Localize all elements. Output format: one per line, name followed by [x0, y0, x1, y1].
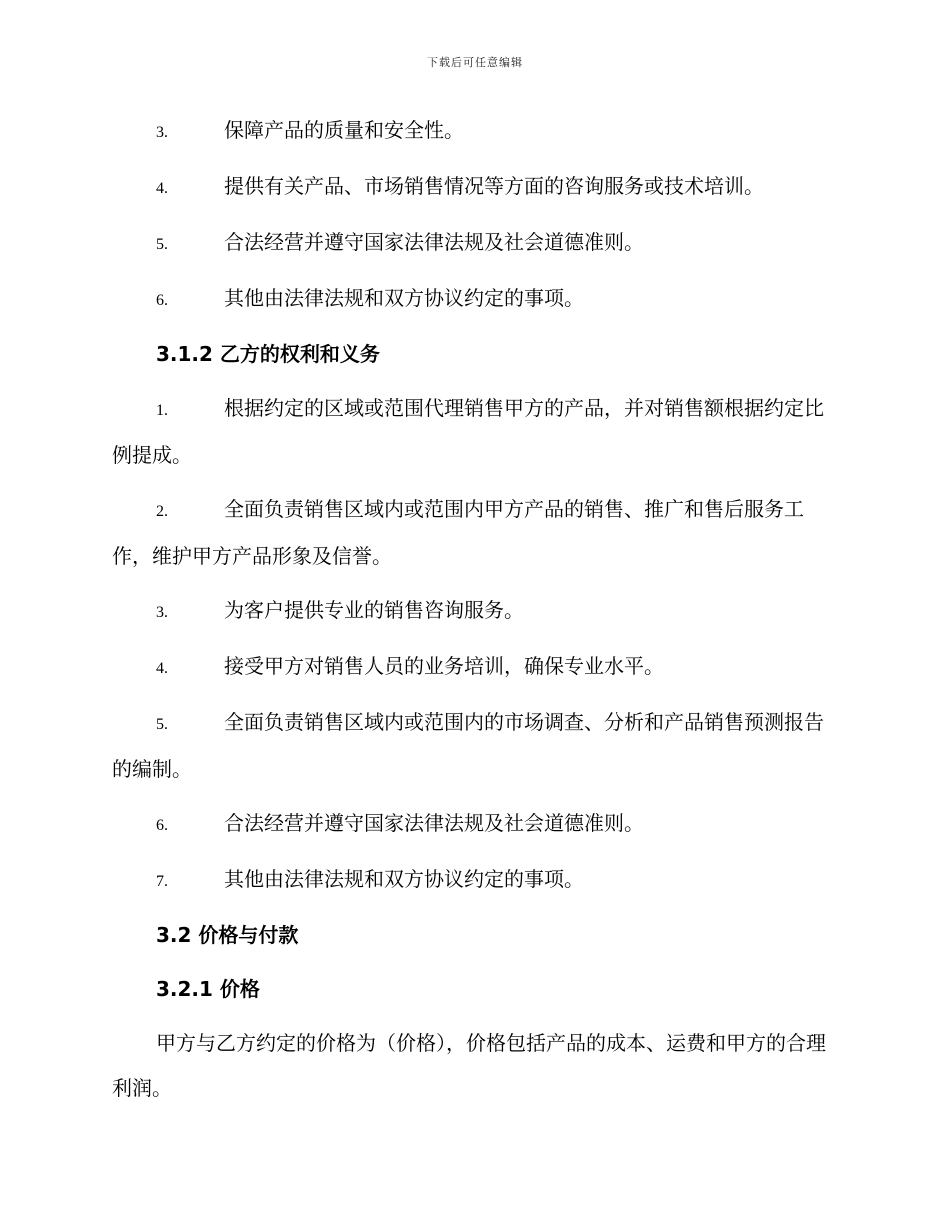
list-number: 6.	[156, 817, 168, 834]
price-paragraph: 甲方与乙方约定的价格为（价格），价格包括产品的成本、运费和甲方的合理利润。	[112, 1031, 826, 1100]
list-text: 提供有关产品、市场销售情况等方面的咨询服务或技术培训。	[224, 174, 764, 198]
list-text: 接受甲方对销售人员的业务培训，确保专业水平。	[224, 654, 664, 678]
list-item	[112, 700, 834, 792]
list-text: 全面负责销售区域内或范围内的市场调查、分析和产品销售预测报告的编制。	[112, 710, 824, 781]
section-heading: 3.1.2 乙方的权利和义务	[156, 342, 380, 366]
list-number: 3.	[156, 604, 168, 621]
list-text: 保障产品的质量和安全性。	[224, 118, 464, 142]
list-item	[112, 220, 834, 267]
subsection-heading: 3.2.1 价格	[156, 977, 260, 1001]
list-number: 5.	[156, 716, 168, 733]
list-item	[112, 164, 834, 211]
list-item	[112, 487, 834, 579]
list-item	[112, 857, 834, 904]
list-number: 2.	[156, 503, 168, 520]
list-item	[112, 276, 834, 323]
list-text: 为客户提供专业的销售咨询服务。	[224, 598, 524, 622]
list-text: 根据约定的区域或范围代理销售甲方的产品，并对销售额根据约定比例提成。	[112, 396, 824, 467]
list-text: 其他由法律法规和双方协议约定的事项。	[224, 867, 584, 891]
list-item	[112, 801, 834, 848]
list-number: 4.	[156, 180, 168, 197]
list-text: 全面负责销售区域内或范围内甲方产品的销售、推广和售后服务工作，维护甲方产品形象及信誉。	[112, 497, 804, 568]
list-number: 7.	[156, 873, 168, 890]
list-text: 其他由法律法规和双方协议约定的事项。	[224, 286, 584, 310]
header-note: 下载后可任意编辑	[427, 56, 523, 69]
list-item	[112, 108, 834, 155]
list-number: 4.	[156, 660, 168, 677]
list-item	[112, 588, 834, 635]
list-number: 1.	[156, 402, 168, 419]
list-number: 3.	[156, 124, 168, 141]
list-number: 6.	[156, 292, 168, 309]
list-item	[112, 386, 834, 478]
document-body	[112, 108, 834, 1111]
list-item	[112, 644, 834, 691]
list-text: 合法经营并遵守国家法律法规及社会道德准则。	[224, 811, 644, 835]
list-text: 合法经营并遵守国家法律法规及社会道德准则。	[224, 230, 644, 254]
list-number: 5.	[156, 236, 168, 253]
section-heading: 3.2 价格与付款	[156, 923, 299, 947]
